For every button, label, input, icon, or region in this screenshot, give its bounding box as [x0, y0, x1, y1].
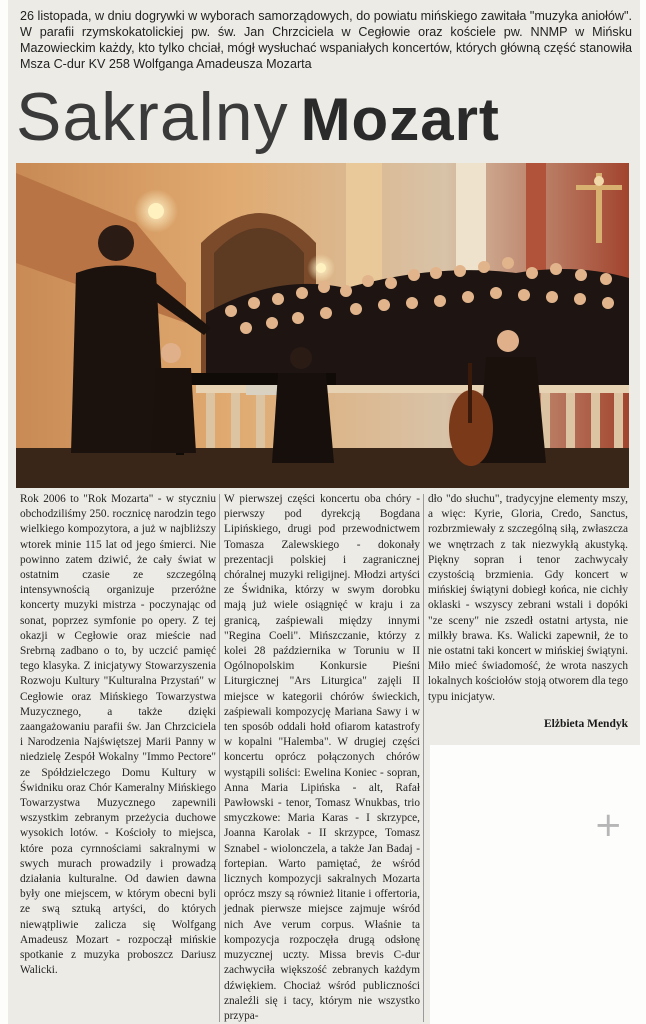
article-column-3: dło "do słuchu", tradycyjne elementy mszy, a więc: Kyrie, Gloria, Credo, Sanctus, rozbrzmiewały z szczególną siłą, zwłaszcza we wnętrzach z tak niezwykłą akustyką. Piękny sopran i tenor zachwycały czystością brzmienia. Gdy koncert w mińskiej świątyni dobiegł końca, nie cichły oklaski - wszyscy zebrani wstali i dopóki "ze sceny" nie zszedł ostatni artysta, nie milkły brawa. Ks. Walicki zapewnił, że to nie ostatni taki koncert w mińskiej świątyni. Miło mieć świadomość, że wrota naszych lokalnych kościołów stoją otworem dla tego typu inicjatyw.	[428, 493, 628, 703]
stray-pen-mark: +	[594, 805, 623, 845]
article-title	[16, 78, 636, 164]
title-word-sakralny: Sakralny	[16, 79, 289, 155]
article-column-2: W pierwszej części koncertu oba chóry - pierwszy pod dyrekcją Bogdana Lipińskiego, drugi pod przewodnictwem Tomasza Zalewskiego - dokonały prezentacji polskiej i zagranicznej chóralnej muzyki religijnej. Młodzi artyści ze Świdnika, którzy w swym dorobku mają już wiele osiągnięć w kraju i za granicą, zaśpiewali między innymi "Regina Coeli". Mińszczanie, którzy z kolei 28 października w Toruniu w II Ogólnopolskim Konkursie Pieśni Liturgicznej "Ars Liturgica" zajęli II miejsce w kategorii chórów świeckich, zaśpiewali kompozycję Mariana Sawy i w ten sposób oddali hołd ofiarom katastrofy w kopalni "Halemba". W drugiej części koncertu oprócz połączonych chórów wystąpili soliści: Ewelina Koniec - sopran, Anna Maria Lipińska - alt, Rafał Pawłowski - tenor, Tomasz Wnukbas, trio smyczkowe: Maria Karas - I skrzypce, Joanna Karolak - II skrzypce, Tomasz Sznabel - wiolonczela, a także Jan Badaj - fortepian. Warto pamiętać, że wśród licznych kompozycji sakralnych Mozarta oprócz mszy są również litanie i offertoria, jednak pierwsze miejsce zajmuje wśród nich Ave verum corpus. Właśnie ta kompozycja rozpoczęła drugą odsłonę muzycznej uczty. Missa brevis C-dur zachwyciła większość zebranych każdym dźwiękiem. Chociaż wśród publiczności znaleźli się i tacy, którym nie wszystko przypa-	[224, 493, 420, 1022]
concert-photo	[16, 163, 629, 488]
article-lead: 26 listopada, w dniu dogrywki w wyborach samorządowych, do powiatu mińskiego zawitała "muzyka aniołów". W parafii rzymskokatolickiej pw. św. Jan Chrzciciela w Cegłowie oraz kościele pw. NNMP w Mińsku Mazowieckim każdy, kto tylko chciał, mógł wysłuchać wspaniałych koncertów, których główną część stanowiła Msza C-dur KV 258 Wolfganga Amadeusza Mozarta	[20, 9, 632, 71]
article-author: Elżbieta Mendyk	[543, 718, 628, 730]
title-word-mozart: Mozart	[300, 86, 500, 153]
article-column-1: Rok 2006 to "Rok Mozarta" - w styczniu obchodziliśmy 250. rocznicę narodzin tego wielkiego kompozytora, a już w najbliższy wtorek minie 115 lat od jego śmierci. Nie powinno zatem dziwić, że cały świat w ostatnim czasie ze szczególną intensywnością organizuje przeróżne koncerty muzyki mistrza - poczynając od sonat, poprzez symfonie po opery. Z tej okazji w Cegłowie oraz mieście nad Srebrną zadbano o to, by uczcić pamięć tego klasyka. Z inicjatywy Stowarzyszenia Rozwoju Kultury "Kulturalna Przystań" w Cegłowie oraz Mińskiego Towarzystwa Muzycznego, a także dzięki zaangażowaniu parafii św. Jan Chrzciciela i Narodzenia Najświętszej Marii Panny w niedzielę Zespół Wokalny "Immo Pectore" ze Spółdzielczego Domu Kultury w Świdniku oraz Chór Kameralny Mińskiego Towarzystwa Muzycznego zapewnili wszystkim zebranym przeżycia duchowe wysokich lotów. - Kościoły to miejsca, które poza cyrnnościami sakralnymi w swych murach prowadzily i prowadzą działania kulturalne. Od dawien dawna były one miejscem, w którym obecni byli ze swą sztuką artyści, do których niewątpliwie zalicza się Wolfgang Amadeusz Mozart - rozpoczął mińskie spotkanie z muzyka proboszcz Dariusz Walicki.	[20, 493, 216, 977]
column-divider	[219, 494, 220, 1022]
column-divider	[423, 494, 424, 1022]
